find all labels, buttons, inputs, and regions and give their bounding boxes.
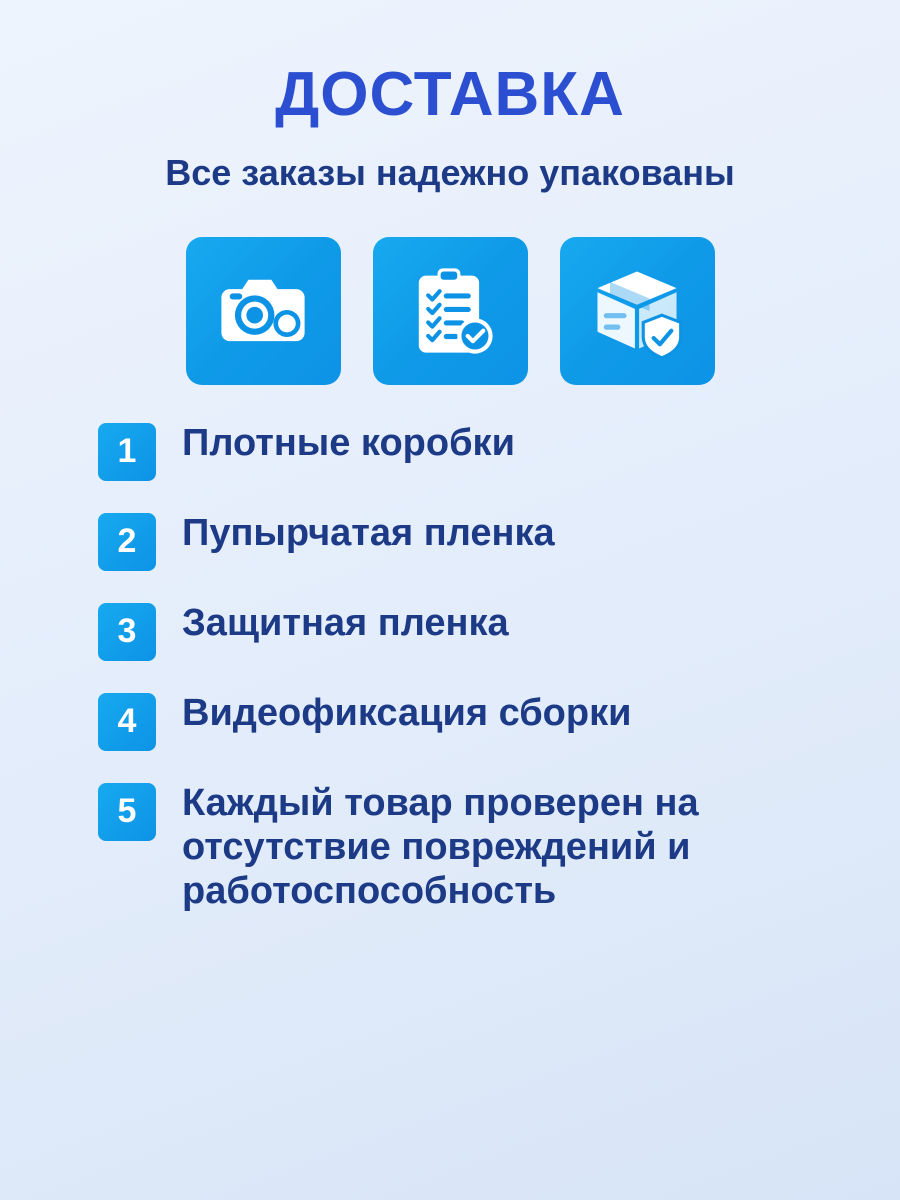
- list-item: [98, 601, 860, 661]
- page-subtitle: Все заказы надежно упакованы: [165, 152, 735, 194]
- list-item: [98, 691, 860, 751]
- protected-box-icon: [585, 259, 689, 363]
- list-item: [98, 421, 860, 481]
- camera-icon: [211, 259, 315, 363]
- step-number-badge: 4: [98, 693, 156, 751]
- checklist-icon-tile: [373, 237, 528, 385]
- camera-icon-tile: [186, 237, 341, 385]
- protected-box-icon-tile: [560, 237, 715, 385]
- step-label: Каждый товар проверен на отсутствие повреждений и работоспособность: [182, 781, 699, 912]
- list-item: [98, 781, 860, 913]
- step-number-badge: 2: [98, 513, 156, 571]
- list-item: [98, 511, 860, 571]
- step-label: Защитная пленка: [182, 601, 509, 644]
- step-number-badge: 3: [98, 603, 156, 661]
- checklist-icon: [398, 259, 502, 363]
- step-label: Пупырчатая пленка: [182, 511, 555, 554]
- step-label: Видеофиксация сборки: [182, 691, 632, 734]
- icon-row: [40, 237, 860, 385]
- step-label: Плотные коробки: [182, 421, 515, 464]
- packaging-steps-list: [40, 421, 860, 913]
- step-number-badge: 5: [98, 783, 156, 841]
- page-title: ДОСТАВКА: [275, 60, 625, 129]
- step-number-badge: 1: [98, 423, 156, 481]
